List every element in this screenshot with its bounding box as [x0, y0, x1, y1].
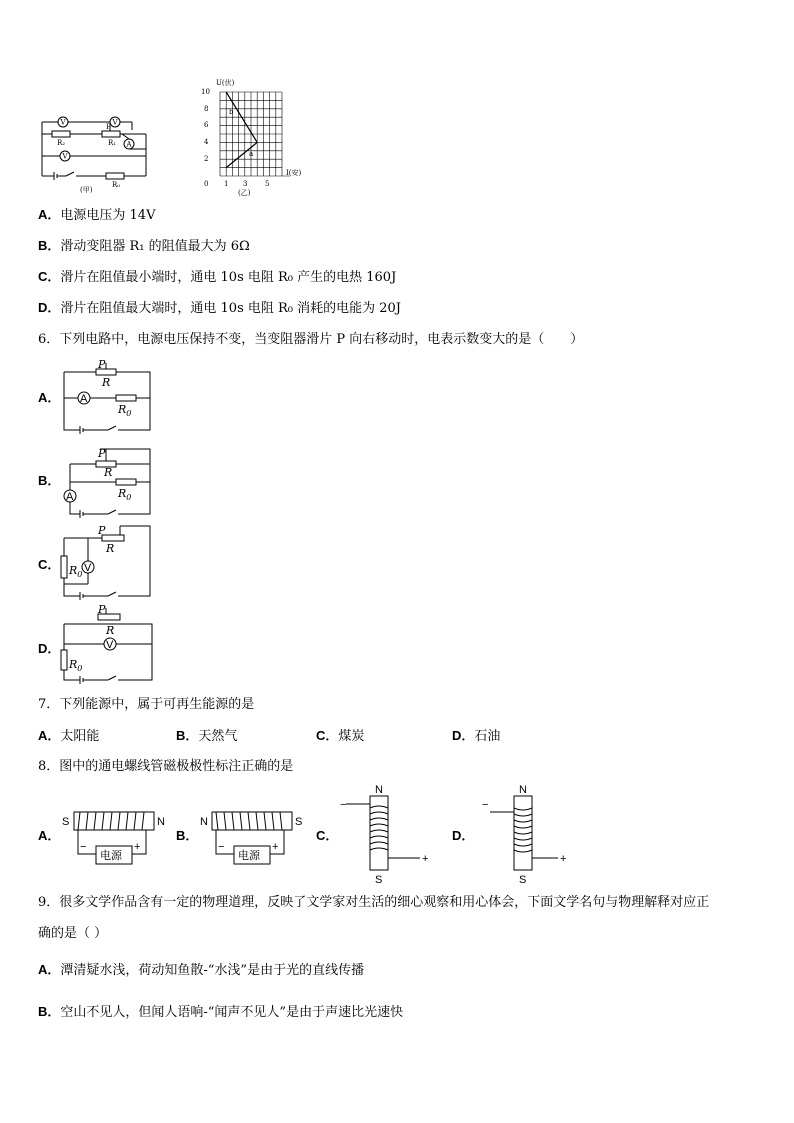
q8c-n-label: N	[375, 784, 383, 796]
q8a-n-label: N	[157, 816, 165, 828]
jia-p-label: P	[106, 123, 111, 131]
q7-stem: 7．下列能源中，属于可再生能源的是	[38, 697, 255, 712]
q8b-source-label: 电源	[238, 850, 260, 862]
yi-x-tick-3: 3	[243, 180, 248, 188]
q6a-r0-label: $R_0$	[118, 403, 132, 418]
yi-y-axis-label: U(伏)	[216, 79, 235, 87]
q8-solenoid-d	[476, 782, 576, 888]
q6a-r-label: R	[102, 376, 111, 389]
q8d-plus-label: +	[560, 853, 567, 865]
q5-option-a-label: A．	[38, 207, 61, 222]
q7-option-b	[176, 727, 237, 746]
q7-option-a-label: A．	[38, 728, 61, 743]
q5-option-d	[38, 299, 401, 318]
q7-option-c-label: C．	[316, 728, 339, 743]
q6-circuit-b	[60, 444, 156, 522]
q5-option-a-text: 电源电压为 14V	[60, 208, 156, 223]
q5-option-c-label: C．	[38, 269, 61, 284]
q6-option-a-label: A．	[38, 390, 61, 405]
q6-option-d-label: D．	[38, 641, 61, 656]
q6-stem: 6．下列电路中，电源电压保持不变，当变阻器滑片 P 向右移动时，电表示数变大的是（ ）	[38, 332, 584, 347]
q6-option-c-label: C．	[38, 557, 61, 572]
q7-option-a	[38, 727, 99, 746]
q6a-p-label: P	[98, 358, 106, 371]
q8d-minus-label: −	[482, 799, 489, 811]
q9-option-a-label: A．	[38, 962, 61, 977]
q5-option-b-text: 滑动变阻器 R₁ 的阻值最大为 6Ω	[60, 239, 250, 254]
q9-option-b	[38, 1003, 403, 1022]
q9-option-a	[38, 961, 364, 980]
yi-y-tick-10: 10	[201, 88, 210, 96]
q9-option-b-label: B．	[38, 1004, 61, 1019]
q8b-n-label: N	[200, 816, 208, 828]
graph-figure-yi	[196, 76, 311, 198]
q6d-p-label: P	[98, 603, 106, 616]
q5-option-b	[38, 237, 250, 256]
q9-option-b-text: 空山不见人，但闻人语响-“闻声不见人”是由于声速比光速快	[60, 1005, 404, 1020]
q8d-s-label: S	[519, 874, 527, 886]
q6b-r0-label: $R_0$	[118, 487, 132, 502]
q6b-p-label: P	[98, 447, 106, 460]
q6b-r-label: R	[104, 466, 113, 479]
q7-option-c	[316, 727, 364, 746]
q8a-source-label: 电源	[100, 850, 122, 862]
yi-x-axis-label: I(安)	[286, 169, 302, 177]
q7-option-b-label: B．	[176, 728, 199, 743]
jia-voltmeter-label-3: V	[62, 152, 68, 161]
jia-ammeter-label: A	[126, 140, 132, 149]
jia-caption: (甲)	[80, 186, 93, 194]
q5-option-d-label: D．	[38, 300, 61, 315]
yi-x-tick-0: 0	[204, 180, 209, 188]
q7-option-b-text: 天然气	[198, 729, 238, 744]
q8b-minus-label: −	[218, 841, 225, 853]
q8d-n-label: N	[519, 784, 527, 796]
q8-option-d-label: D．	[452, 828, 475, 843]
q8-stem: 8．图中的通电螺线管磁极极性标注正确的是	[38, 759, 294, 774]
jia-voltmeter-label-1: V	[60, 118, 66, 127]
yi-y-tick-4: 4	[204, 138, 209, 146]
jia-voltmeter-label-2: V	[112, 118, 118, 127]
q6a-ammeter-label: A	[80, 393, 88, 405]
q9-stem-line2: 确的是（ ）	[38, 926, 108, 941]
q6-circuit-a	[60, 360, 156, 438]
yi-y-tick-2: 2	[204, 155, 209, 163]
q5-option-b-label: B．	[38, 238, 61, 253]
q5-option-a	[38, 206, 155, 225]
yi-caption: (乙)	[238, 189, 251, 197]
q6c-r0-label: $R_0$	[69, 564, 83, 579]
q6c-r-label: R	[106, 542, 115, 555]
q6d-voltmeter-label: V	[106, 639, 114, 651]
yi-y-tick-6: 6	[204, 121, 209, 129]
q7-option-d-label: D．	[452, 728, 475, 743]
yi-y-tick-8: 8	[204, 105, 209, 113]
q7-option-d-text: 石油	[474, 729, 501, 744]
q8c-s-label: S	[375, 874, 383, 886]
jia-r0-label: R₀	[112, 181, 121, 189]
q8-option-c-label: C．	[316, 828, 339, 843]
q6-option-b-label: B．	[38, 473, 61, 488]
q9-option-a-text: 潭清疑水浅，荷动知鱼散-“水浅”是由于光的直线传播	[60, 963, 365, 978]
q6b-ammeter-label: A	[66, 491, 74, 503]
q9-stem-line1: 9．很多文学作品含有一定的物理道理，反映了文学家对生活的细心观察和用心体会，下面文学名句与物理解释对应正	[38, 895, 710, 910]
q5-option-c-text: 滑片在阻值最小端时，通电 10s 电阻 R₀ 产生的电热 160J	[60, 270, 397, 285]
q8-option-b-label: B．	[176, 828, 199, 843]
q8-option-a-label: A．	[38, 828, 61, 843]
yi-line-a-label: a	[249, 150, 254, 158]
q8c-minus-label: −	[340, 799, 347, 811]
q8b-s-label: S	[295, 816, 303, 828]
q8a-minus-label: −	[80, 841, 87, 853]
q5-option-d-text: 滑片在阻值最大端时，通电 10s 电阻 R₀ 消耗的电能为 20J	[60, 301, 402, 316]
q8a-s-label: S	[62, 816, 70, 828]
q6c-voltmeter-label: V	[84, 562, 92, 574]
q8c-plus-label: +	[422, 853, 429, 865]
q5-option-c	[38, 268, 396, 287]
yi-line-b-label: b	[229, 108, 234, 116]
q6-circuit-d	[60, 603, 156, 686]
q8-solenoid-b	[198, 806, 312, 868]
q8b-plus-label: +	[272, 841, 279, 853]
q7-option-c-text: 煤炭	[338, 729, 365, 744]
yi-x-tick-5: 5	[265, 180, 270, 188]
q7-option-a-text: 太阳能	[60, 729, 100, 744]
q6d-r0-label: $R_0$	[69, 658, 83, 673]
jia-r2-label: R₂	[57, 139, 66, 147]
q6d-r-label: R	[106, 624, 115, 637]
q6c-p-label: P	[98, 524, 106, 537]
yi-x-tick-1: 1	[224, 180, 229, 188]
q7-option-d	[452, 727, 500, 746]
q8-solenoid-c	[338, 782, 438, 888]
q8a-plus-label: +	[134, 841, 141, 853]
jia-r1-label: R₁	[108, 139, 117, 147]
circuit-figure-jia	[36, 112, 166, 194]
q6-circuit-c	[60, 524, 156, 604]
q8-solenoid-a	[60, 806, 174, 868]
